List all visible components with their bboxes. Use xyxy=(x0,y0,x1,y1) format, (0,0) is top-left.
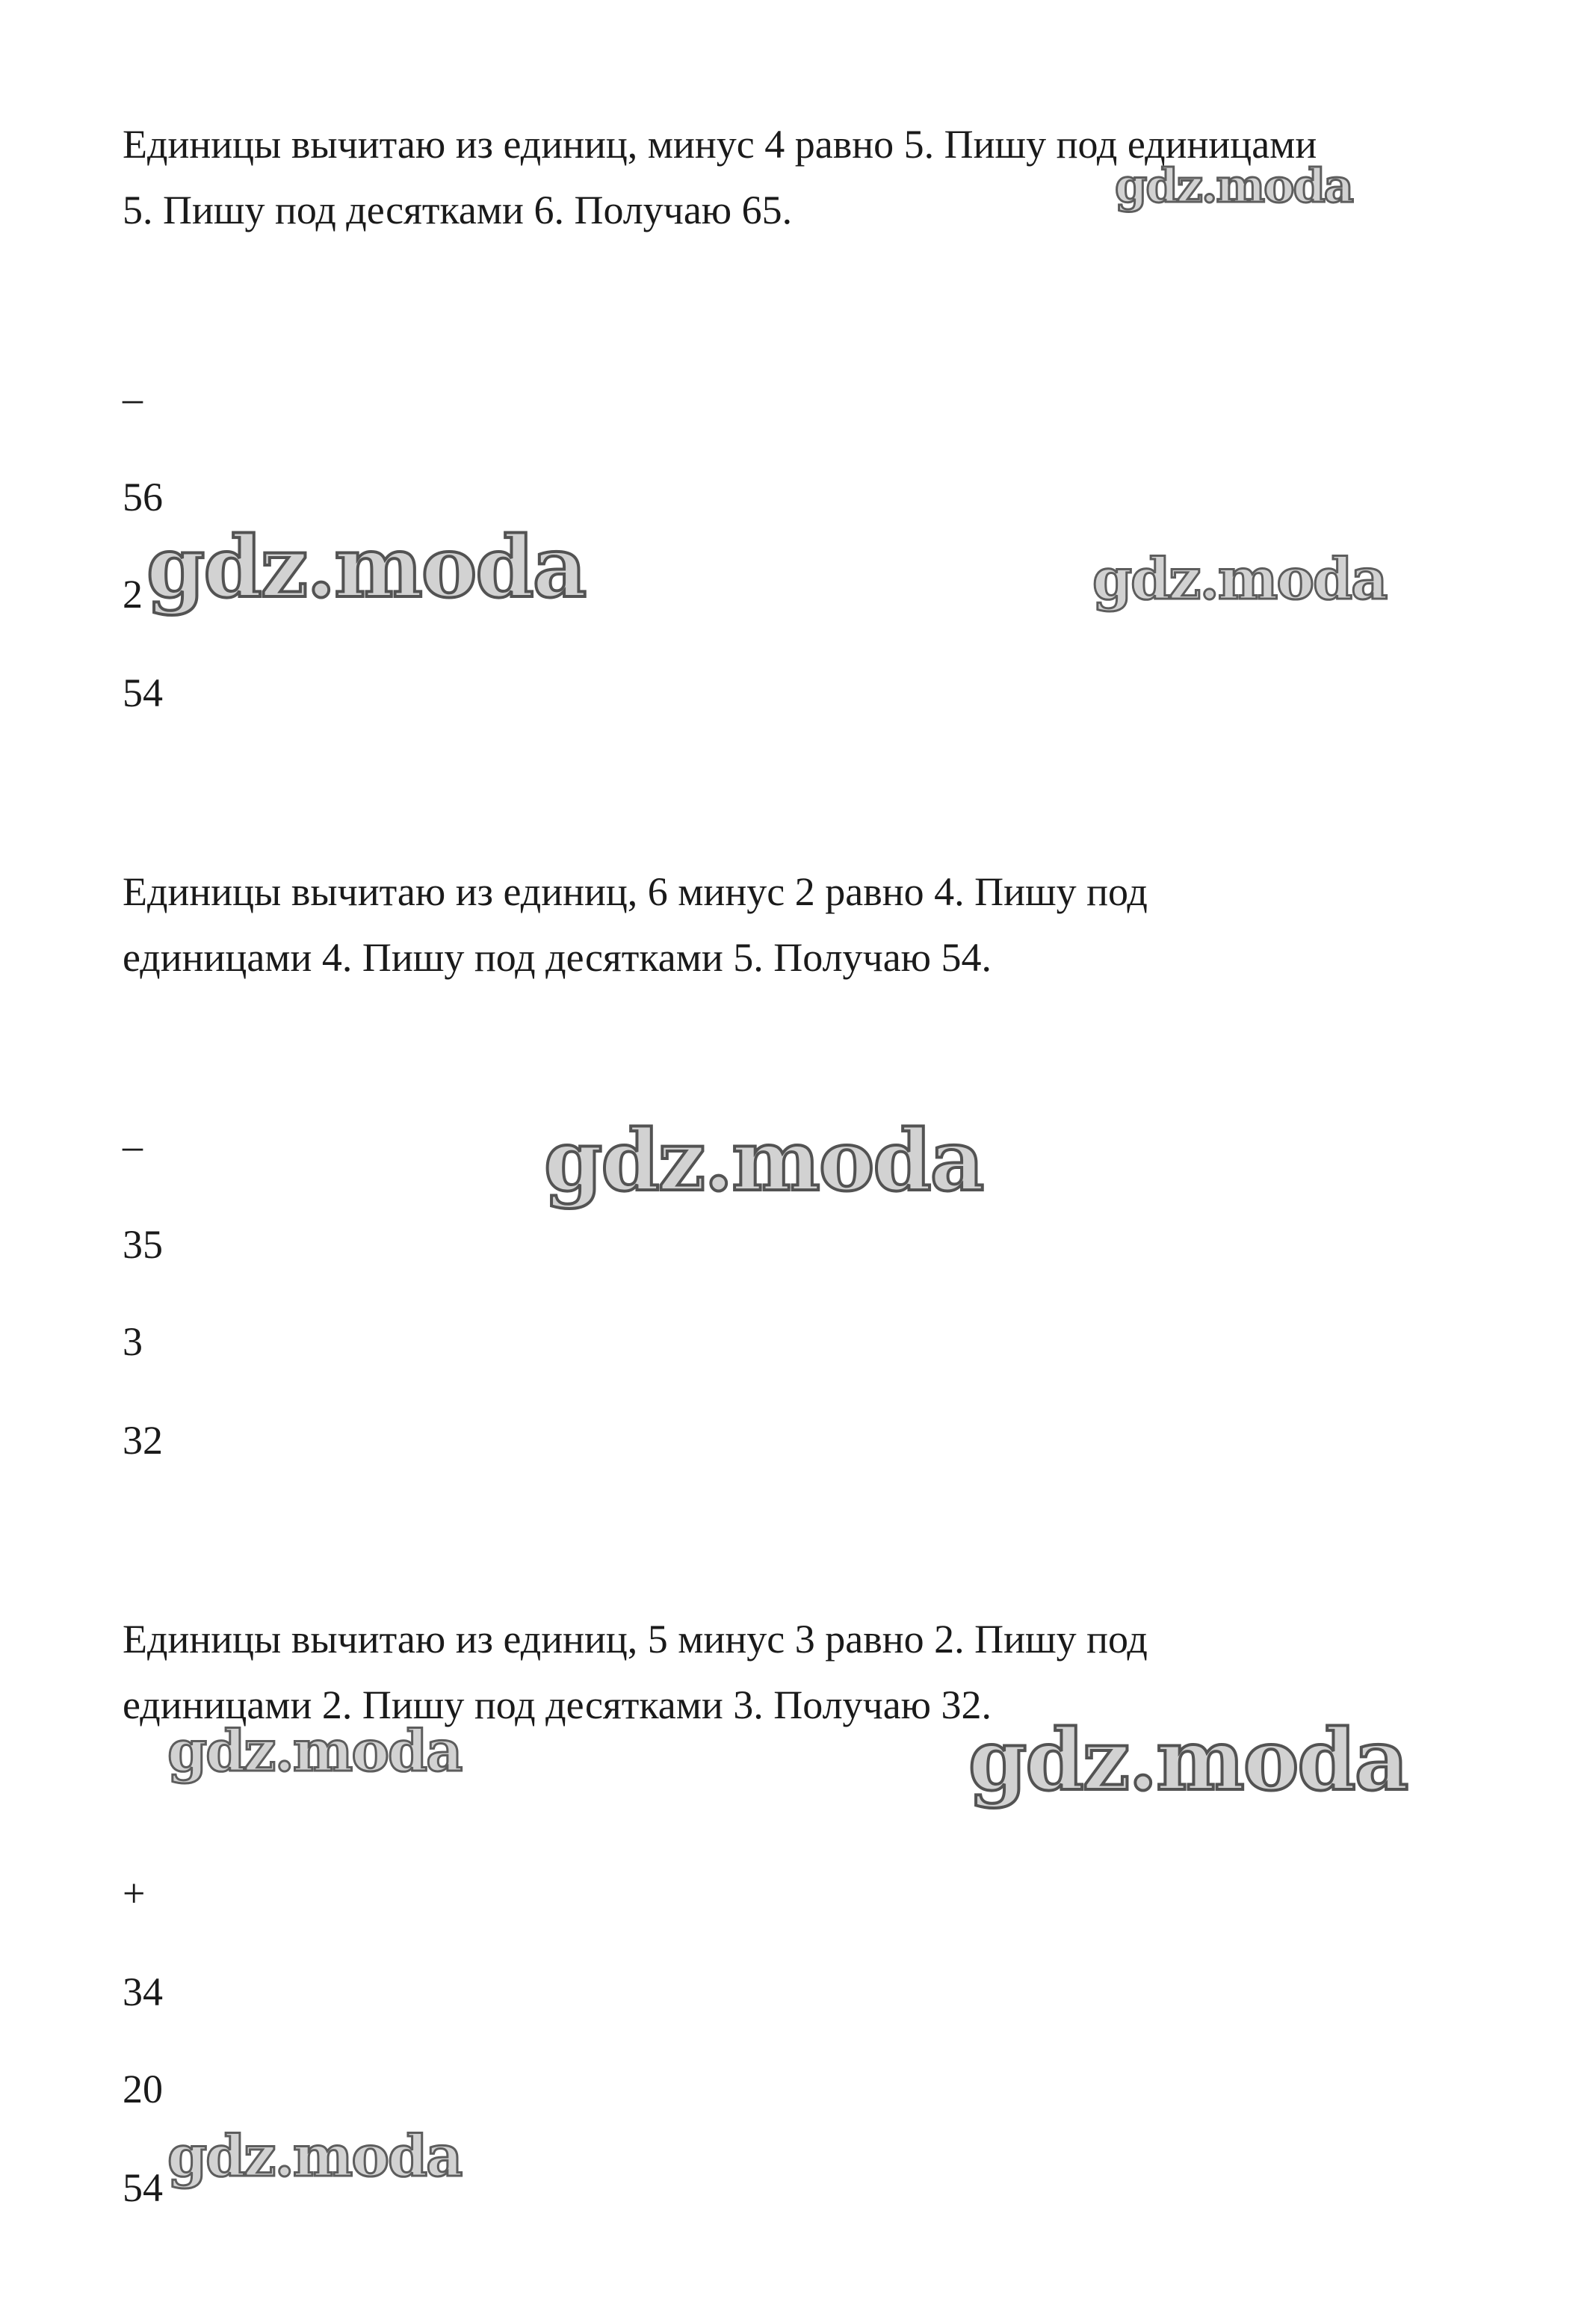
subtrahend: 3 xyxy=(123,1319,143,1364)
explanation-line: Единицы вычитаю из единиц, 6 минус 2 равно 4. Пишу под xyxy=(123,869,1148,914)
addend: 20 xyxy=(123,2067,163,2111)
result: 54 xyxy=(123,2165,163,2210)
watermark: gdz.moda xyxy=(167,2123,462,2189)
explanation-line: единицами 2. Пишу под десятками 3. Получаю 32. xyxy=(123,1682,992,1727)
watermark: gdz.moda xyxy=(1115,158,1352,213)
operator-plus: + xyxy=(123,1871,146,1916)
watermark: gdz.moda xyxy=(1092,546,1387,612)
explanation-line: единицами 4. Пишу под десятками 5. Получаю 54. xyxy=(123,935,992,980)
watermark: gdz.moda xyxy=(968,1712,1408,1810)
subtrahend: 2 xyxy=(123,572,143,617)
operator-minus: – xyxy=(123,1123,143,1168)
explanation-line: Единицы вычитаю из единиц, минус 4 равно 5. Пишу под единицами xyxy=(123,122,1317,167)
watermark: gdz.moda xyxy=(167,1718,462,1784)
operator-minus: – xyxy=(123,376,143,421)
result: 32 xyxy=(123,1418,163,1463)
explanation-line: 5. Пишу под десятками 6. Получаю 65. xyxy=(123,188,793,232)
explanation-line: Единицы вычитаю из единиц, 5 минус 3 равно 2. Пишу под xyxy=(123,1617,1148,1662)
minuend: 56 xyxy=(123,475,163,519)
minuend: 35 xyxy=(123,1222,163,1267)
watermark: gdz.moda xyxy=(544,1112,983,1210)
result: 54 xyxy=(123,670,163,715)
addend: 34 xyxy=(123,1969,163,2014)
watermark: gdz.moda xyxy=(146,519,586,617)
